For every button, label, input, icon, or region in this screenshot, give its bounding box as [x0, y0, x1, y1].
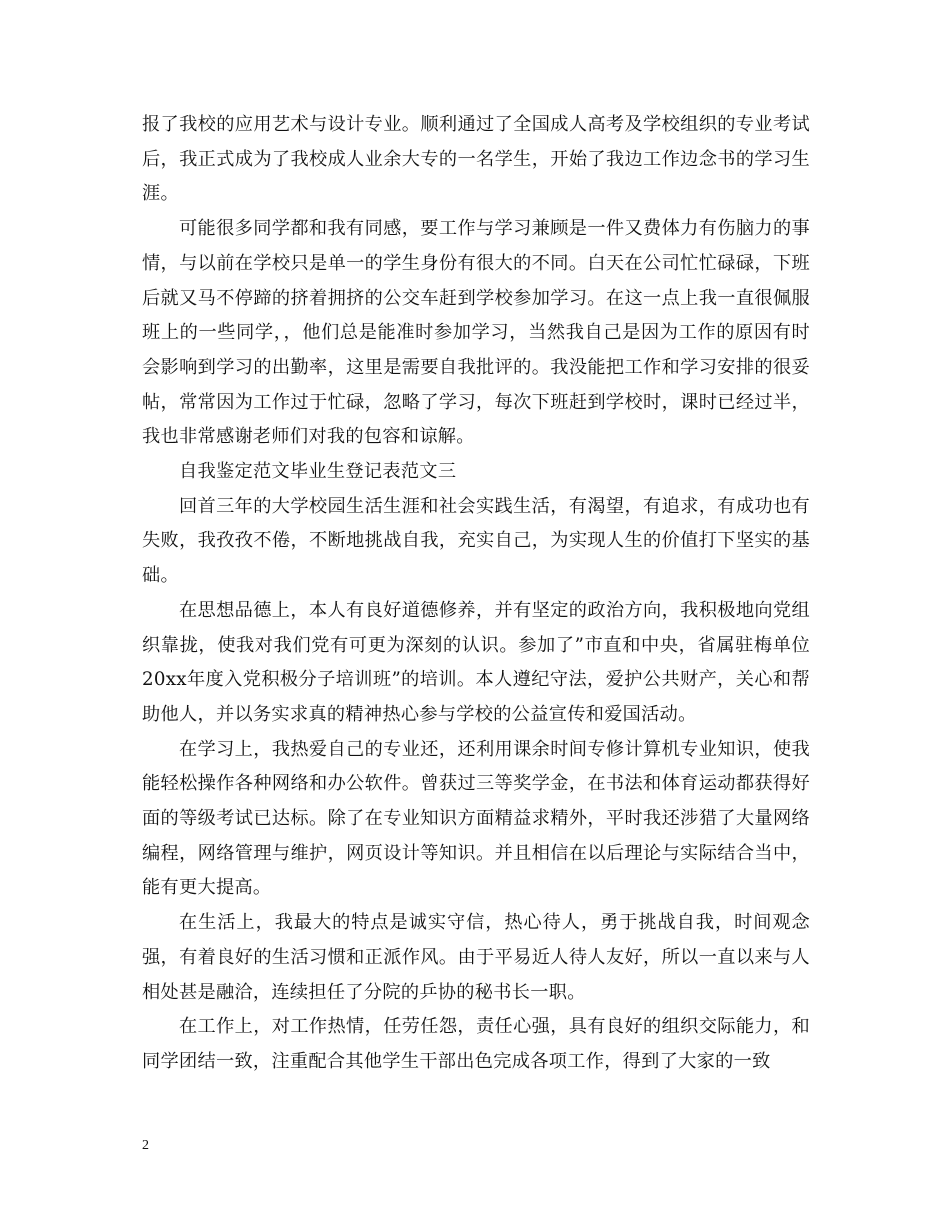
body-text	[142, 108, 810, 1080]
paragraph-ideology: 在思想品德上，本人有良好道德修养，并有坚定的政治方向，我积极地向党组织靠拢，使我对我们党有可更为深刻的认识。参加了”市直和中央，省属驻梅单位20xx年度入党积极分子培训班”的培训。本人遵纪守法，爱护公共财产，关心和帮助他人，并以务实求真的精神热心参与学校的公益宣传和爱国活动。	[142, 599, 810, 725]
section-heading: 自我鉴定范文毕业生登记表范文三	[179, 461, 457, 483]
paragraph-work-study: 可能很多同学都和我有同感，要工作与学习兼顾是一件又费体力有伤脑力的事情，与以前在学校只是单一的学生身份有很大的不同。白天在公司忙忙碌碌，下班后就又马不停蹄的挤着拥挤的公交车赶到学校参加学习。在这一点上我一直很佩服班上的一些同学，，他们总是能准时参加学习，当然我自己是因为工作的原因有时会影响到学习的出勤率，这里是需要自我批评的。我没能把工作和学习安排的很妥帖，常常因为工作过于忙碌，忽略了学习，每次下班赶到学校时，课时已经过半，我也非常感谢老师们对我的包容和谅解。	[142, 218, 810, 448]
paragraph-life: 在生活上，我最大的特点是诚实守信，热心待人，勇于挑战自我，时间观念强，有着良好的生活习惯和正派作风。由于平易近人待人友好，所以一直以来与人相处甚是融洽，连续担任了分院的乒协的秘书长一职。	[142, 912, 810, 1003]
page-number: 2	[142, 1138, 149, 1153]
paragraph-work: 在工作上，对工作热情，任劳任怨，责任心强，具有良好的组织交际能力，和同学团结一致，注重配合其他学生干部出色完成各项工作，得到了大家的一致	[142, 1016, 810, 1072]
paragraph-continuation: 报了我校的应用艺术与设计专业。顺利通过了全国成人高考及学校组织的专业考试后，我正式成为了我校成人业余大专的一名学生，开始了我边工作边念书的学习生涯。	[142, 114, 810, 205]
paragraph-study: 在学习上，我热爱自己的专业还，还利用课余时间专修计算机专业知识，使我能轻松操作各种网络和办公软件。曾获过三等奖学金，在书法和体育运动都获得好 面的等级考试已达标。除了在专业知识方面精益求精外，平时我还涉猎了大量网络编程，网络管理与维护，网页设计等知识。并且相信在以后理论与实际结合当中，能有更大提高。	[142, 738, 810, 899]
paragraph-review: 回首三年的大学校园生活生涯和社会实践生活，有渴望，有追求，有成功也有失败，我孜孜不倦，不断地挑战自我，充实自己，为实现人生的价值打下坚实的基础。	[142, 495, 810, 587]
